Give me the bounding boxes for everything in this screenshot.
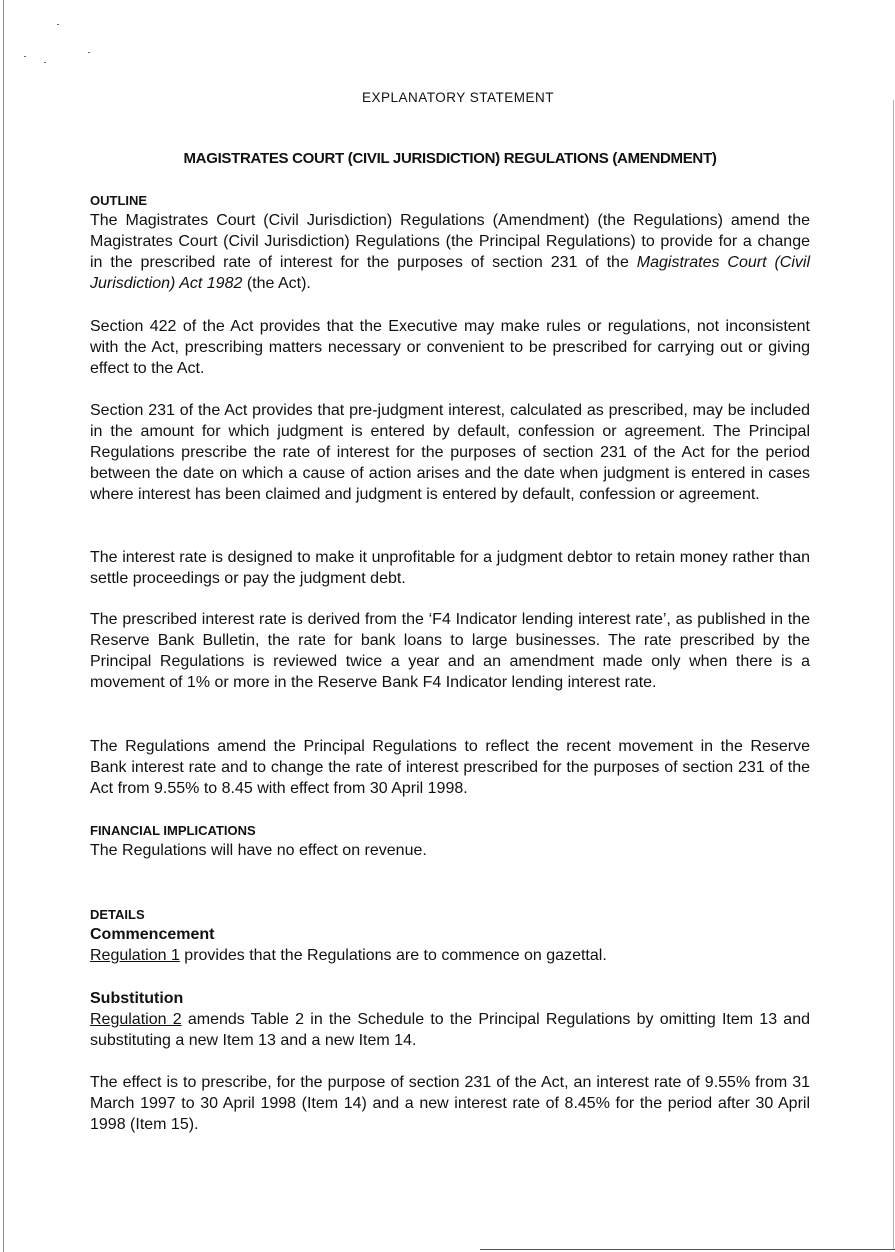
financial-paragraph: The Regulations will have no effect on revenue. — [90, 842, 427, 859]
details-heading: DETAILS — [90, 907, 145, 922]
statement-label: EXPLANATORY STATEMENT — [361, 90, 555, 105]
outline-paragraph-3: Section 231 of the Act provides that pre-judgment interest, calculated as prescribed, may be included in the amount for which judgment is entered by default, confession or agreement. The Principal Regulations prescribe the rate of interest for the purposes of section 231 of the Act for the period between the date on which a cause of action arises and the date when judgment is entered in cases where interest has been claimed and judgment is entered by default, confession or agreement. — [90, 402, 810, 503]
outline-paragraph-6: The Regulations amend the Principal Regulations to reflect the recent movement in the Reserve Bank interest rate and to change the rate of interest prescribed for the purposes of section 231 of the Act from 9.55% to 8.45 with effect from 30 April 1998. — [90, 738, 810, 797]
outline-paragraph-1-text: The Magistrates Court (Civil Jurisdiction) Regulations (Amendment) (the Regulations) amend the Magistrates Court (Civil Jurisdiction) Regulations (the Principal Regulations) to provide for a change in the prescribed rate of interest for the purposes of section 231 of the — [90, 212, 810, 271]
regulation-1-reference: Regulation 1 — [90, 947, 180, 964]
details-section — [90, 906, 810, 966]
outline-paragraph-1-tail: (the Act). — [242, 275, 311, 292]
regulation-2-reference: Regulation 2 — [90, 1011, 182, 1028]
outline-paragraph-5: The prescribed interest rate is derived from the ‘F4 Indicator lending interest rate’, as published in the Reserve Bank Bulletin, the rate for bank loans to large businesses. The rate prescribed by the Principal Regulations is reviewed twice a year and an amendment made only when there is a movement of 1% or more in the Reserve Bank F4 Indicator lending interest rate. — [90, 611, 810, 691]
act-name: Magistrates Court (Civil Jurisdiction) Act 1982 — [90, 254, 810, 292]
scan-speck — [44, 62, 46, 63]
financial-heading: FINANCIAL IMPLICATIONS — [90, 823, 256, 838]
outline-paragraph-4: The interest rate is designed to make it unprofitable for a judgment debtor to retain money rather than settle proceedings or pay the judgment debt. — [90, 549, 810, 587]
substitution-paragraph — [90, 1009, 810, 1051]
scan-border-right — [893, 100, 894, 1250]
effect-paragraph: The effect is to prescribe, for the purpose of section 231 of the Act, an interest rate of 9.55% from 31 March 1997 to 30 April 1998 (Item 14) and a new interest rate of 8.45% for the period after 30 April 1998 (Item 15). — [90, 1074, 810, 1133]
scan-border-bottom — [480, 1249, 895, 1250]
scan-border-left — [3, 0, 4, 1252]
scan-speck — [24, 56, 26, 57]
scan-speck — [57, 24, 59, 25]
scan-speck — [88, 52, 90, 53]
financial-section — [90, 822, 810, 861]
outline-paragraph-1 — [90, 210, 810, 294]
outline-paragraph-2: Section 422 of the Act provides that the Executive may make rules or regulations, not inconsistent with the Act, prescribing matters necessary or convenient to be prescribed for carrying out or giving effect to the Act. — [90, 318, 810, 377]
commencement-paragraph — [90, 945, 810, 966]
outline-section — [90, 192, 810, 294]
substitution-text: amends Table 2 in the Schedule to the Principal Regulations by omitting Item 13 and substituting a new Item 13 and a new Item 14. — [90, 1011, 811, 1049]
commencement-text: provides that the Regulations are to commence on gazettal. — [179, 947, 607, 964]
outline-heading: OUTLINE — [90, 193, 148, 208]
substitution-heading: Substitution — [90, 990, 184, 1007]
page-title: MAGISTRATES COURT (CIVIL JURISDICTION) REGULATIONS (AMENDMENT) — [183, 150, 717, 167]
substitution-section — [90, 988, 810, 1051]
commencement-heading: Commencement — [90, 926, 215, 943]
